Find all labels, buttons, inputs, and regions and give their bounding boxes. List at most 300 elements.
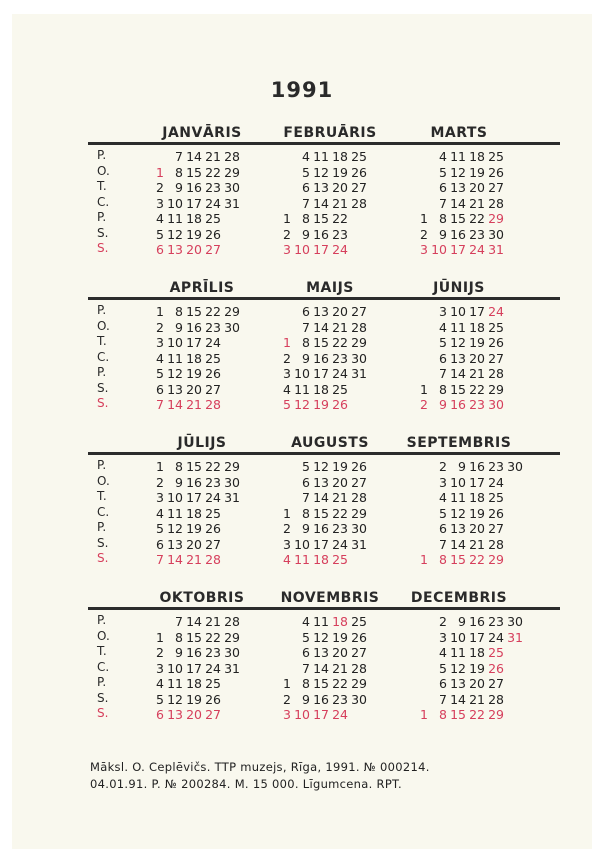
day-number: 19 [469, 505, 485, 521]
day-number: 19 [469, 660, 485, 676]
day-number: 31 [507, 629, 523, 645]
week-row [145, 458, 240, 474]
day-number: 16 [186, 180, 202, 195]
day-number: 4 [439, 490, 447, 505]
day-number: 22 [469, 552, 485, 567]
day-number: 7 [439, 536, 447, 552]
day-number: 9 [458, 614, 466, 629]
month-name: DECEMBRIS [410, 590, 508, 606]
weekday-label: S. [97, 551, 109, 565]
day-number: 1 [156, 629, 164, 645]
day-number: 25 [351, 614, 367, 629]
day-number: 10 [167, 490, 183, 505]
day-number: 21 [469, 691, 485, 707]
week-row [409, 226, 504, 242]
month-name: JŪNIJS [433, 280, 485, 296]
day-number: 10 [167, 335, 183, 350]
day-number: 12 [167, 691, 183, 707]
day-number: 29 [224, 459, 240, 474]
day-number: 16 [313, 691, 329, 707]
day-number: 6 [439, 180, 447, 195]
day-number: 7 [439, 691, 447, 707]
month-grid [409, 613, 523, 722]
day-number: 31 [224, 660, 240, 676]
day-number: 12 [450, 505, 466, 521]
week-row [145, 334, 240, 350]
month-name: SEPTEMBRIS [406, 435, 512, 451]
day-number: 17 [450, 242, 466, 257]
week-row [272, 164, 367, 180]
weekday-label: S. [97, 225, 109, 240]
day-number: 26 [351, 164, 367, 180]
week-row [272, 520, 367, 536]
month-name: NOVEMBRIS [280, 590, 380, 606]
day-number: 25 [332, 381, 348, 397]
day-number: 2 [283, 350, 291, 366]
day-number: 21 [186, 397, 202, 412]
weekday-label: C. [97, 349, 110, 364]
day-number: 2 [156, 645, 164, 660]
weekday-label: O. [97, 318, 110, 333]
day-number: 25 [488, 319, 504, 335]
day-number: 29 [488, 707, 504, 722]
day-number: 30 [351, 521, 367, 536]
day-number: 18 [186, 676, 202, 691]
day-number: 24 [488, 304, 504, 319]
day-number: 10 [294, 366, 310, 381]
day-number: 5 [302, 164, 310, 180]
day-number: 15 [450, 381, 466, 397]
day-number: 17 [186, 335, 202, 350]
day-number: 13 [313, 304, 329, 319]
week-row [409, 319, 504, 335]
day-number: 15 [313, 676, 329, 691]
day-number: 26 [205, 521, 221, 536]
day-number: 23 [332, 691, 348, 707]
day-number: 21 [469, 366, 485, 381]
day-number: 21 [205, 149, 221, 164]
day-number: 6 [302, 645, 310, 660]
day-number: 30 [224, 474, 240, 490]
day-number: 4 [156, 505, 164, 521]
day-number: 2 [439, 459, 447, 474]
week-row [145, 644, 240, 660]
day-number: 8 [439, 211, 447, 226]
day-number: 1 [156, 304, 164, 319]
day-number: 20 [469, 180, 485, 195]
day-number: 8 [175, 629, 183, 645]
day-number: 5 [156, 226, 164, 242]
week-row [145, 660, 240, 676]
day-number: 1 [156, 164, 164, 180]
weekday-label: P. [97, 148, 107, 162]
day-number: 25 [488, 149, 504, 164]
header-rule [88, 452, 560, 455]
day-number: 31 [224, 490, 240, 505]
day-number: 15 [450, 707, 466, 722]
week-row [409, 660, 523, 676]
week-row [272, 350, 367, 366]
week-row [409, 350, 504, 366]
day-number: 3 [156, 490, 164, 505]
weekday-label: P. [97, 520, 107, 534]
month-name: FEBRUĀRIS [283, 125, 377, 141]
day-number: 25 [332, 552, 348, 567]
day-number: 25 [488, 645, 504, 660]
day-number: 9 [175, 474, 183, 490]
day-number: 13 [167, 242, 183, 257]
week-row [272, 505, 367, 521]
day-number: 17 [313, 536, 329, 552]
calendar-year: 1991 [270, 78, 334, 102]
day-number: 14 [313, 490, 329, 505]
weekday-label: O. [97, 628, 110, 643]
day-number: 27 [488, 180, 504, 195]
day-number: 14 [186, 149, 202, 164]
day-number: 27 [351, 304, 367, 319]
day-number: 7 [439, 366, 447, 381]
month-grid [409, 148, 504, 257]
day-number: 11 [294, 381, 310, 397]
day-number: 17 [186, 195, 202, 211]
day-number: 23 [488, 459, 504, 474]
day-number: 29 [351, 676, 367, 691]
week-row [272, 706, 367, 722]
day-number: 4 [439, 645, 447, 660]
week-row [145, 489, 240, 505]
day-number: 26 [332, 397, 348, 412]
week-row [145, 210, 240, 226]
day-number: 14 [167, 552, 183, 567]
day-number: 29 [488, 381, 504, 397]
week-row [145, 691, 240, 707]
day-number: 19 [186, 366, 202, 381]
day-number: 14 [186, 614, 202, 629]
day-number: 17 [313, 242, 329, 257]
day-number: 14 [167, 397, 183, 412]
weekday-label: S. [97, 535, 109, 550]
day-number: 1 [283, 505, 291, 521]
day-number: 30 [224, 645, 240, 660]
day-number: 11 [313, 149, 329, 164]
week-row [145, 350, 240, 366]
day-number: 4 [302, 149, 310, 164]
day-number: 6 [439, 676, 447, 691]
day-number: 4 [156, 350, 164, 366]
weekday-label: P. [97, 613, 107, 627]
day-number: 6 [156, 707, 164, 722]
weekday-label: S. [97, 690, 109, 705]
day-number: 6 [156, 381, 164, 397]
week-row [272, 489, 367, 505]
day-number: 26 [205, 366, 221, 381]
week-row [272, 551, 367, 567]
day-number: 28 [205, 397, 221, 412]
day-number: 31 [224, 195, 240, 211]
day-number: 7 [175, 149, 183, 164]
day-number: 13 [313, 180, 329, 195]
day-number: 22 [469, 707, 485, 722]
day-number: 21 [186, 552, 202, 567]
day-number: 11 [450, 149, 466, 164]
week-row [272, 179, 367, 195]
day-number: 9 [302, 691, 310, 707]
day-number: 30 [488, 226, 504, 242]
weekday-label: S. [97, 241, 109, 255]
week-row [145, 520, 240, 536]
day-number: 1 [420, 381, 428, 397]
week-row [409, 551, 523, 567]
day-number: 20 [332, 180, 348, 195]
day-number: 23 [205, 645, 221, 660]
header-rule [88, 607, 560, 610]
day-number: 3 [420, 242, 428, 257]
day-number: 16 [186, 474, 202, 490]
day-number: 11 [450, 645, 466, 660]
week-row [272, 458, 367, 474]
week-row [272, 226, 367, 242]
day-number: 4 [439, 319, 447, 335]
day-number: 9 [458, 459, 466, 474]
week-row [272, 675, 367, 691]
week-row [409, 195, 504, 211]
week-row [145, 675, 240, 691]
month-grid [409, 303, 504, 412]
day-number: 30 [488, 397, 504, 412]
day-number: 10 [450, 304, 466, 319]
day-number: 17 [469, 629, 485, 645]
week-row [145, 396, 240, 412]
month-grid [145, 148, 240, 257]
day-number: 13 [450, 521, 466, 536]
day-number: 15 [313, 505, 329, 521]
day-number: 1 [283, 211, 291, 226]
day-number: 29 [224, 304, 240, 319]
week-row [409, 675, 523, 691]
week-row [145, 505, 240, 521]
week-row [409, 536, 523, 552]
day-number: 8 [439, 552, 447, 567]
weekday-label: C. [97, 194, 110, 209]
week-row [409, 164, 504, 180]
week-row [145, 148, 240, 164]
day-number: 10 [294, 707, 310, 722]
day-number: 18 [313, 381, 329, 397]
day-number: 20 [469, 521, 485, 536]
day-number: 5 [439, 660, 447, 676]
week-row [409, 365, 504, 381]
day-number: 6 [302, 304, 310, 319]
day-number: 25 [351, 149, 367, 164]
day-number: 15 [450, 552, 466, 567]
weekday-label: T. [97, 644, 107, 658]
day-number: 8 [302, 211, 310, 226]
day-number: 4 [156, 676, 164, 691]
week-row [145, 179, 240, 195]
day-number: 27 [488, 350, 504, 366]
day-number: 12 [167, 226, 183, 242]
day-number: 20 [469, 350, 485, 366]
day-number: 12 [313, 459, 329, 474]
day-number: 13 [313, 474, 329, 490]
day-number: 12 [167, 366, 183, 381]
day-number: 11 [450, 490, 466, 505]
day-number: 19 [186, 521, 202, 536]
week-row [145, 629, 240, 645]
day-number: 24 [205, 660, 221, 676]
day-number: 17 [313, 366, 329, 381]
day-number: 2 [156, 180, 164, 195]
day-number: 5 [302, 459, 310, 474]
day-number: 28 [488, 536, 504, 552]
day-number: 26 [488, 505, 504, 521]
day-number: 7 [302, 490, 310, 505]
day-number: 22 [205, 459, 221, 474]
day-number: 7 [156, 397, 164, 412]
weekday-label: P. [97, 675, 107, 689]
day-number: 2 [420, 226, 428, 242]
month-grid [409, 458, 523, 567]
week-row [409, 396, 504, 412]
day-number: 25 [488, 490, 504, 505]
day-number: 24 [332, 242, 348, 257]
week-row [272, 303, 367, 319]
day-number: 10 [167, 195, 183, 211]
day-number: 27 [351, 180, 367, 195]
day-number: 9 [175, 180, 183, 195]
day-number: 7 [439, 195, 447, 211]
day-number: 18 [313, 552, 329, 567]
day-number: 10 [294, 242, 310, 257]
month-name: OKTOBRIS [159, 590, 245, 606]
weekday-label: T. [97, 334, 107, 348]
week-row [272, 613, 367, 629]
footer-line-1: Māksl. O. Ceplēvičs. TTP muzejs, Rīga, 1991. № 000214. [90, 760, 430, 774]
day-number: 15 [313, 335, 329, 350]
day-number: 1 [156, 459, 164, 474]
day-number: 16 [313, 521, 329, 536]
day-number: 27 [351, 474, 367, 490]
day-number: 2 [283, 226, 291, 242]
day-number: 26 [488, 335, 504, 350]
day-number: 3 [283, 242, 291, 257]
day-number: 11 [167, 350, 183, 366]
weekday-label: T. [97, 489, 107, 503]
day-number: 18 [469, 490, 485, 505]
weekday-label: S. [97, 380, 109, 395]
weekday-label: P. [97, 210, 107, 224]
day-number: 24 [332, 536, 348, 552]
weekday-column [97, 458, 110, 567]
week-row [272, 195, 367, 211]
week-row [409, 334, 504, 350]
day-number: 4 [302, 614, 310, 629]
week-row [409, 489, 523, 505]
day-number: 31 [351, 536, 367, 552]
week-row [145, 241, 240, 257]
weekday-label: C. [97, 504, 110, 519]
day-number: 9 [439, 226, 447, 242]
day-number: 27 [488, 676, 504, 691]
day-number: 21 [469, 195, 485, 211]
week-row [409, 520, 523, 536]
day-number: 14 [313, 319, 329, 335]
day-number: 9 [439, 397, 447, 412]
day-number: 16 [469, 614, 485, 629]
day-number: 22 [205, 164, 221, 180]
week-row [409, 241, 504, 257]
day-number: 1 [283, 335, 291, 350]
day-number: 3 [439, 474, 447, 490]
quarter-4 [12, 590, 592, 730]
week-row [272, 381, 367, 397]
day-number: 6 [439, 521, 447, 536]
day-number: 19 [313, 397, 329, 412]
day-number: 21 [205, 614, 221, 629]
day-number: 13 [167, 381, 183, 397]
week-row [145, 474, 240, 490]
day-number: 18 [186, 211, 202, 226]
day-number: 19 [332, 164, 348, 180]
day-number: 23 [488, 614, 504, 629]
day-number: 8 [175, 304, 183, 319]
day-number: 27 [488, 521, 504, 536]
calendar-card [12, 14, 592, 849]
week-row [145, 365, 240, 381]
day-number: 29 [351, 505, 367, 521]
day-number: 11 [167, 676, 183, 691]
week-row [409, 303, 504, 319]
day-number: 12 [313, 629, 329, 645]
day-number: 17 [469, 474, 485, 490]
week-row [272, 536, 367, 552]
week-row [409, 706, 523, 722]
day-number: 26 [205, 691, 221, 707]
day-number: 26 [488, 660, 504, 676]
day-number: 3 [156, 660, 164, 676]
week-row [409, 179, 504, 195]
day-number: 18 [186, 505, 202, 521]
day-number: 16 [450, 226, 466, 242]
day-number: 4 [156, 211, 164, 226]
day-number: 22 [205, 629, 221, 645]
header-rule [88, 142, 560, 145]
day-number: 11 [313, 614, 329, 629]
day-number: 22 [332, 335, 348, 350]
day-number: 10 [431, 242, 447, 257]
week-row [272, 148, 367, 164]
day-number: 4 [439, 149, 447, 164]
day-number: 28 [351, 195, 367, 211]
day-number: 22 [332, 676, 348, 691]
day-number: 10 [167, 660, 183, 676]
day-number: 7 [302, 319, 310, 335]
day-number: 22 [469, 381, 485, 397]
day-number: 3 [283, 366, 291, 381]
print-footer [90, 759, 570, 793]
day-number: 3 [283, 707, 291, 722]
day-number: 13 [167, 707, 183, 722]
day-number: 3 [283, 536, 291, 552]
month-grid [145, 458, 240, 567]
day-number: 6 [156, 536, 164, 552]
day-number: 2 [283, 521, 291, 536]
day-number: 12 [294, 397, 310, 412]
day-number: 23 [205, 180, 221, 195]
day-number: 19 [332, 629, 348, 645]
quarter-2 [12, 280, 592, 420]
day-number: 31 [488, 242, 504, 257]
